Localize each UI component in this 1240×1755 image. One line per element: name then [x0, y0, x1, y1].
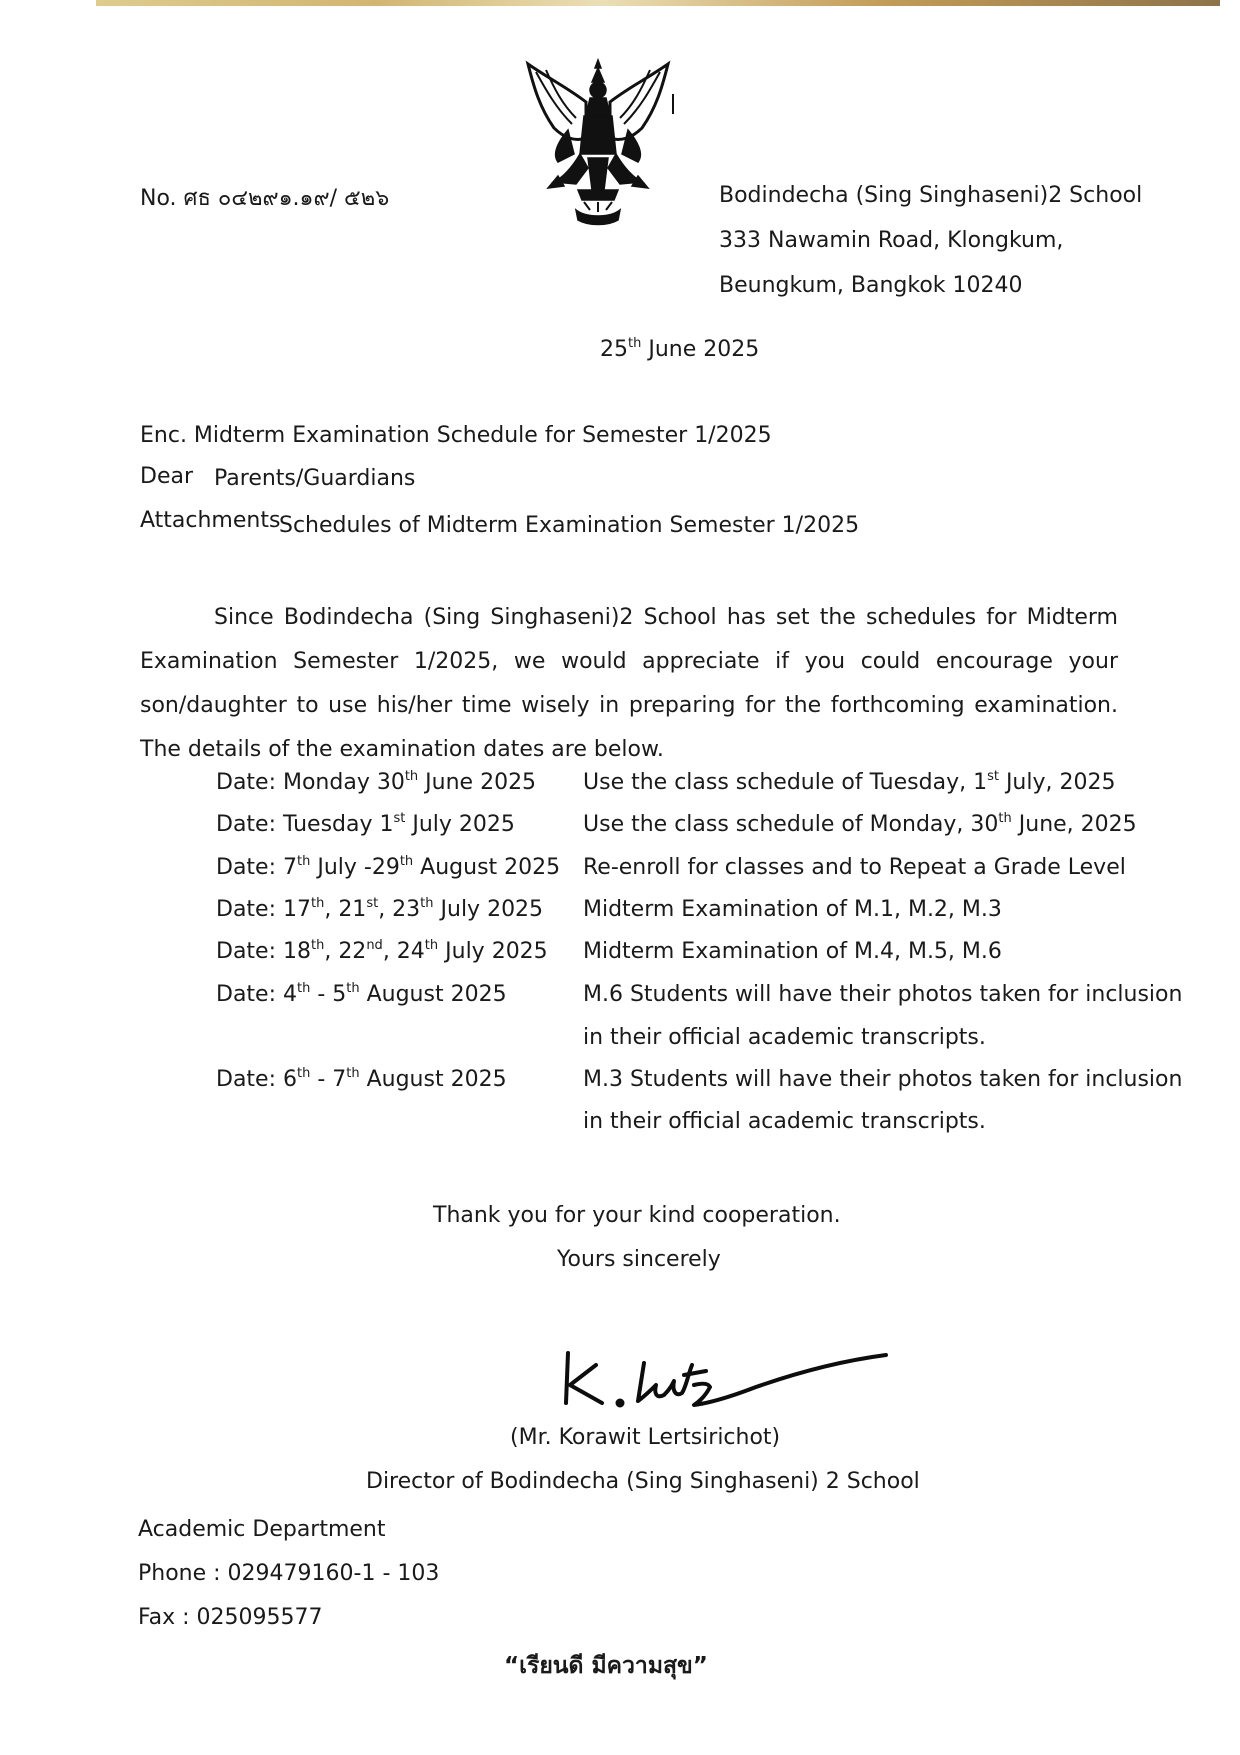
ordinal-suffix: th	[420, 896, 434, 911]
garuda-emblem-icon	[518, 58, 678, 254]
ordinal-suffix: th	[310, 938, 325, 953]
letter-date-suffix: th	[628, 336, 642, 351]
schedule-date	[216, 982, 507, 1007]
schedule-text: Midterm Examination of M.4, M.5, M.6	[583, 939, 1002, 964]
schedule-description	[583, 1025, 986, 1050]
school-name: Bodindecha (Sing Singhaseni)2 School	[719, 183, 1143, 208]
schedule-text: Date: 6	[216, 1067, 297, 1092]
ordinal-suffix: st	[366, 896, 379, 911]
schedule-text: July 2025	[433, 897, 544, 922]
schedule-text: in their official academic transcripts.	[583, 1109, 986, 1134]
schedule-row	[0, 939, 1240, 979]
schedule-text: Date: 7	[216, 855, 297, 880]
ordinal-suffix: th	[310, 896, 325, 911]
enclosure-line: Enc. Midterm Examination Schedule for Semester 1/2025	[140, 423, 772, 448]
schedule-text: - 7	[310, 1067, 347, 1092]
signature-icon	[560, 1345, 890, 1415]
ordinal-suffix: th	[297, 1066, 311, 1081]
schedule-text: M.3 Students will have their photos taken for inclusion	[583, 1067, 1183, 1092]
schedule-text: Date: Monday 30	[216, 770, 405, 795]
signer-name: (Mr. Korawit Lertsirichot)	[510, 1425, 781, 1450]
schedule-text: July, 2025	[998, 770, 1116, 795]
schedule-text: Use the class schedule of Monday, 30	[583, 812, 999, 837]
ordinal-suffix: th	[404, 769, 419, 784]
schedule-date	[216, 939, 548, 964]
schedule-text: M.6 Students will have their photos taken for inclusion	[583, 982, 1183, 1007]
schedule-text: Use the class schedule of Tuesday, 1	[583, 770, 988, 795]
schedule-row	[0, 982, 1240, 1022]
top-decorative-strip	[96, 0, 1220, 6]
schedule-date	[216, 897, 543, 922]
schedule-text: June 2025	[418, 770, 537, 795]
schedule-text: - 5	[310, 982, 347, 1007]
ordinal-suffix: th	[297, 981, 311, 996]
signer-title: Director of Bodindecha (Sing Singhaseni) 2 School	[366, 1469, 920, 1494]
schedule-text: Midterm Examination of M.1, M.2, M.3	[583, 897, 1002, 922]
ordinal-suffix: th	[998, 811, 1012, 826]
schedule-description	[583, 855, 1126, 880]
schedule-date	[216, 855, 560, 880]
letter-date-rest: June 2025	[648, 337, 760, 362]
schedule-date	[216, 1067, 507, 1092]
schedule-text: July 2025	[405, 812, 515, 837]
schedule-text: July 2025	[438, 939, 548, 964]
schedule-text: August 2025	[413, 855, 561, 880]
schedule-text: August 2025	[359, 1067, 507, 1092]
schedule-text: Date: 4	[216, 982, 297, 1007]
schedule-row	[0, 1025, 1240, 1065]
schedule-description	[583, 812, 1137, 837]
phone-number: Phone : 029479160-1 - 103	[138, 1561, 440, 1586]
schedule-text: June, 2025	[1011, 812, 1137, 837]
schedule-text: in their official academic transcripts.	[583, 1025, 986, 1050]
ordinal-suffix: nd	[366, 938, 383, 953]
schedule-row	[0, 855, 1240, 895]
schedule-date	[216, 812, 515, 837]
ordinal-suffix: st	[987, 769, 999, 784]
schedule-description	[583, 982, 1182, 1007]
ordinal-suffix: st	[393, 811, 406, 826]
schedule-row	[0, 1067, 1240, 1107]
schedule-text: Date: 17	[216, 897, 311, 922]
schedule-description	[583, 897, 1002, 922]
salutation-label: Dear	[140, 464, 194, 489]
schedule-row	[0, 1109, 1240, 1149]
address-line-2: Beungkum, Bangkok 10240	[719, 273, 1023, 298]
schedule-text: Re-enroll for classes and to Repeat a Grade Level	[583, 855, 1126, 880]
address-line-1: 333 Nawamin Road, Klongkum,	[719, 228, 1064, 253]
salutation-recipient: Parents/Guardians	[214, 466, 416, 491]
ordinal-suffix: th	[346, 1066, 360, 1081]
body-paragraph	[140, 596, 1118, 772]
letter-date	[600, 337, 759, 362]
attachments-label: Attachments	[140, 508, 281, 533]
schedule-text: Date: Tuesday 1	[216, 812, 394, 837]
schedule-text: , 22	[324, 939, 367, 964]
ordinal-suffix: th	[424, 938, 439, 953]
schedule-row	[0, 812, 1240, 852]
department: Academic Department	[138, 1517, 386, 1542]
body-paragraph-text: Since Bodindecha (Sing Singhaseni)2 School has set the schedules for Midterm Examination Semester 1/2025, we would appreciate if you could encourage your son/daughter to use his/her time wisely in preparing for the forthcoming examination. The details of the examination dates are below.	[140, 605, 1118, 762]
schedule-description	[583, 1109, 986, 1134]
attachments-value: Schedules of Midterm Examination Semester 1/2025	[279, 513, 860, 538]
thanks-line: Thank you for your kind cooperation.	[433, 1203, 841, 1228]
schedule-description	[583, 939, 1002, 964]
schedule-text: August 2025	[359, 982, 507, 1007]
ordinal-suffix: th	[297, 854, 311, 869]
schedule-text: , 21	[324, 897, 367, 922]
ordinal-suffix: th	[399, 854, 414, 869]
fax-number: Fax : 025095577	[138, 1605, 323, 1630]
schedule-text: , 23	[378, 897, 421, 922]
closing-salutation: Yours sincerely	[557, 1247, 721, 1272]
schedule-description	[583, 1067, 1182, 1092]
school-motto: “เรียนดี มีความสุข”	[504, 1653, 708, 1679]
schedule-text: July -29	[310, 855, 400, 880]
schedule-row	[0, 897, 1240, 937]
document-number: No. ศธ ๐๔๒๙๑.๑๙/ ๕๒๖	[140, 186, 390, 211]
schedule-text: Date: 18	[216, 939, 311, 964]
ordinal-suffix: th	[346, 981, 360, 996]
schedule-text: , 24	[382, 939, 425, 964]
schedule-row	[0, 770, 1240, 810]
schedule-date	[216, 770, 536, 795]
letter-date-day: 25	[600, 337, 628, 362]
schedule-description	[583, 770, 1115, 795]
